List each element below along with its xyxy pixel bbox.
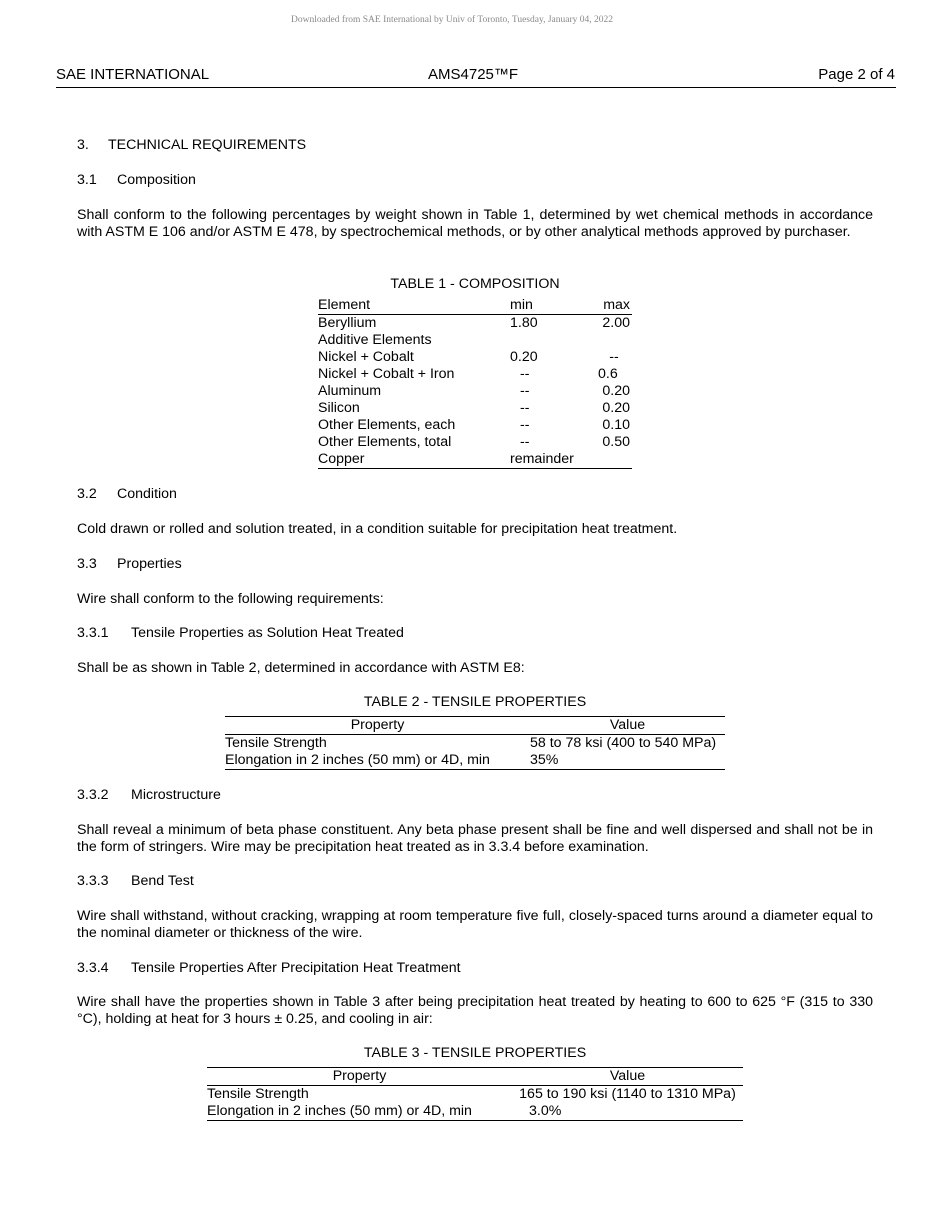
column-header: Element (318, 297, 510, 315)
tensile-properties-table-3 (207, 1067, 743, 1121)
table-cell: Beryllium (318, 315, 377, 331)
header-rule (56, 87, 896, 88)
table-row (318, 332, 632, 349)
header-publisher: SAE INTERNATIONAL (56, 66, 210, 83)
table-cell: -- (520, 400, 530, 416)
table-row (318, 417, 632, 434)
table-3-title: TABLE 3 - TENSILE PROPERTIES (363, 1045, 587, 1061)
table-cell: -- (520, 366, 530, 382)
table-row (318, 349, 632, 366)
table-cell: remainder (510, 451, 590, 469)
table-cell: 2.00 (602, 315, 630, 331)
section-3-3-1-heading: Tensile Properties as Solution Heat Treated (131, 625, 404, 641)
section-3-3-4-heading: Tensile Properties After Precipitation Heat Treatment (131, 960, 461, 976)
table-row (207, 1103, 743, 1121)
header-page-number: Page 2 of 4 (818, 66, 895, 83)
table-cell (510, 332, 590, 349)
column-header: Property (225, 717, 530, 735)
table-cell: -- (520, 434, 530, 450)
section-3-3-heading: Properties (117, 556, 182, 572)
table-row (318, 400, 632, 417)
composition-table (318, 297, 632, 469)
table-row (225, 752, 725, 770)
section-3-3-3-heading: Bend Test (131, 873, 194, 889)
section-3-1-heading: Composition (117, 172, 196, 188)
section-3-3-text: Wire shall conform to the following requirements: (77, 591, 384, 607)
header-document-id: AMS4725™F (428, 66, 519, 83)
section-3-3-2-number: 3.3.2 (77, 787, 109, 803)
table-cell (590, 451, 632, 469)
table-row (318, 451, 632, 469)
table-cell: -- (609, 349, 619, 365)
table-cell: 1.80 (510, 315, 538, 331)
table-header-row (207, 1068, 743, 1086)
table-cell: Additive Elements (318, 332, 432, 348)
table-header-row (225, 717, 725, 735)
table-cell: Nickel + Cobalt + Iron (318, 366, 455, 382)
section-3-3-3-number: 3.3.3 (77, 873, 109, 889)
table-cell: Silicon (318, 400, 360, 416)
section-3-heading: TECHNICAL REQUIREMENTS (108, 137, 307, 153)
table-cell: 165 to 190 ksi (1140 to 1310 MPa) (519, 1086, 736, 1102)
table-row (318, 383, 632, 400)
table-cell: 0.10 (602, 417, 630, 433)
section-3-2-number: 3.2 (77, 486, 97, 502)
section-3-number: 3. (77, 137, 89, 153)
section-3-3-3-text: Wire shall withstand, without cracking, wrapping at room temperature five full, closely-spaced turns around a diameter equal to the nominal diameter or thickness of the wire. (77, 908, 873, 941)
table-2-title: TABLE 2 - TENSILE PROPERTIES (363, 694, 587, 710)
table-1-title: TABLE 1 - COMPOSITION (390, 276, 560, 292)
section-3-3-4-text: Wire shall have the properties shown in Table 3 after being precipitation heat treated by heating to 600 to 625 °F (315 to 330 °C), holding at heat for 3 hours ± 0.25, and cooling in air: (77, 994, 873, 1027)
table-row (318, 434, 632, 451)
table-row (225, 735, 725, 753)
column-header: max (590, 297, 632, 315)
table-cell: 0.20 (510, 349, 538, 365)
table-cell: Copper (318, 451, 510, 469)
table-row (318, 366, 632, 383)
table-cell: 0.50 (602, 434, 630, 450)
table-cell: Nickel + Cobalt (318, 349, 414, 365)
table-cell (590, 332, 632, 349)
table-cell: 58 to 78 ksi (400 to 540 MPa) (530, 735, 717, 751)
table-cell: -- (520, 383, 530, 399)
table-cell: Other Elements, total (318, 434, 452, 450)
table-cell: 35% (530, 752, 725, 770)
section-3-1-number: 3.1 (77, 172, 97, 188)
section-3-3-2-heading: Microstructure (131, 787, 221, 803)
column-header: min (510, 297, 590, 315)
table-row (318, 315, 632, 333)
table-cell: Elongation in 2 inches (50 mm) or 4D, min (207, 1103, 512, 1121)
column-header: Value (512, 1068, 743, 1086)
column-header: Property (207, 1068, 512, 1086)
table-row (207, 1086, 743, 1104)
section-3-2-heading: Condition (117, 486, 177, 502)
section-3-3-1-number: 3.3.1 (77, 625, 109, 641)
table-header-row (318, 297, 632, 315)
download-watermark: Downloaded from SAE International by Univ of Toronto, Tuesday, January 04, 2022 (290, 15, 614, 25)
column-header: Value (530, 717, 725, 735)
section-3-1-text: Shall conform to the following percentages by weight shown in Table 1, determined by wet chemical methods in accordance with ASTM E 106 and/or ASTM E 478, by spectrochemical methods, or by other analytical methods approved by purchaser. (77, 207, 873, 240)
table-cell: Tensile Strength (207, 1086, 309, 1102)
table-cell: Aluminum (318, 383, 382, 399)
table-cell: Elongation in 2 inches (50 mm) or 4D, min (225, 752, 530, 770)
tensile-properties-table-2 (225, 716, 725, 770)
section-3-2-text: Cold drawn or rolled and solution treated, in a condition suitable for precipitation heat treatment. (77, 521, 678, 537)
table-cell: 0.6 (598, 366, 618, 382)
table-cell: -- (520, 417, 530, 433)
section-3-3-4-number: 3.3.4 (77, 960, 109, 976)
table-cell: 0.20 (602, 383, 630, 399)
section-3-3-2-text: Shall reveal a minimum of beta phase constituent. Any beta phase present shall be fine and well dispersed and shall not be in the form of stringers. Wire may be precipitation heat treated as in 3.3.4 before examination. (77, 822, 873, 855)
section-3-3-1-text: Shall be as shown in Table 2, determined in accordance with ASTM E8: (77, 660, 525, 676)
section-3-3-number: 3.3 (77, 556, 97, 572)
table-cell: 3.0% (512, 1103, 743, 1121)
table-cell: Tensile Strength (225, 735, 327, 751)
table-cell: 0.20 (602, 400, 630, 416)
table-cell: Other Elements, each (318, 417, 456, 433)
